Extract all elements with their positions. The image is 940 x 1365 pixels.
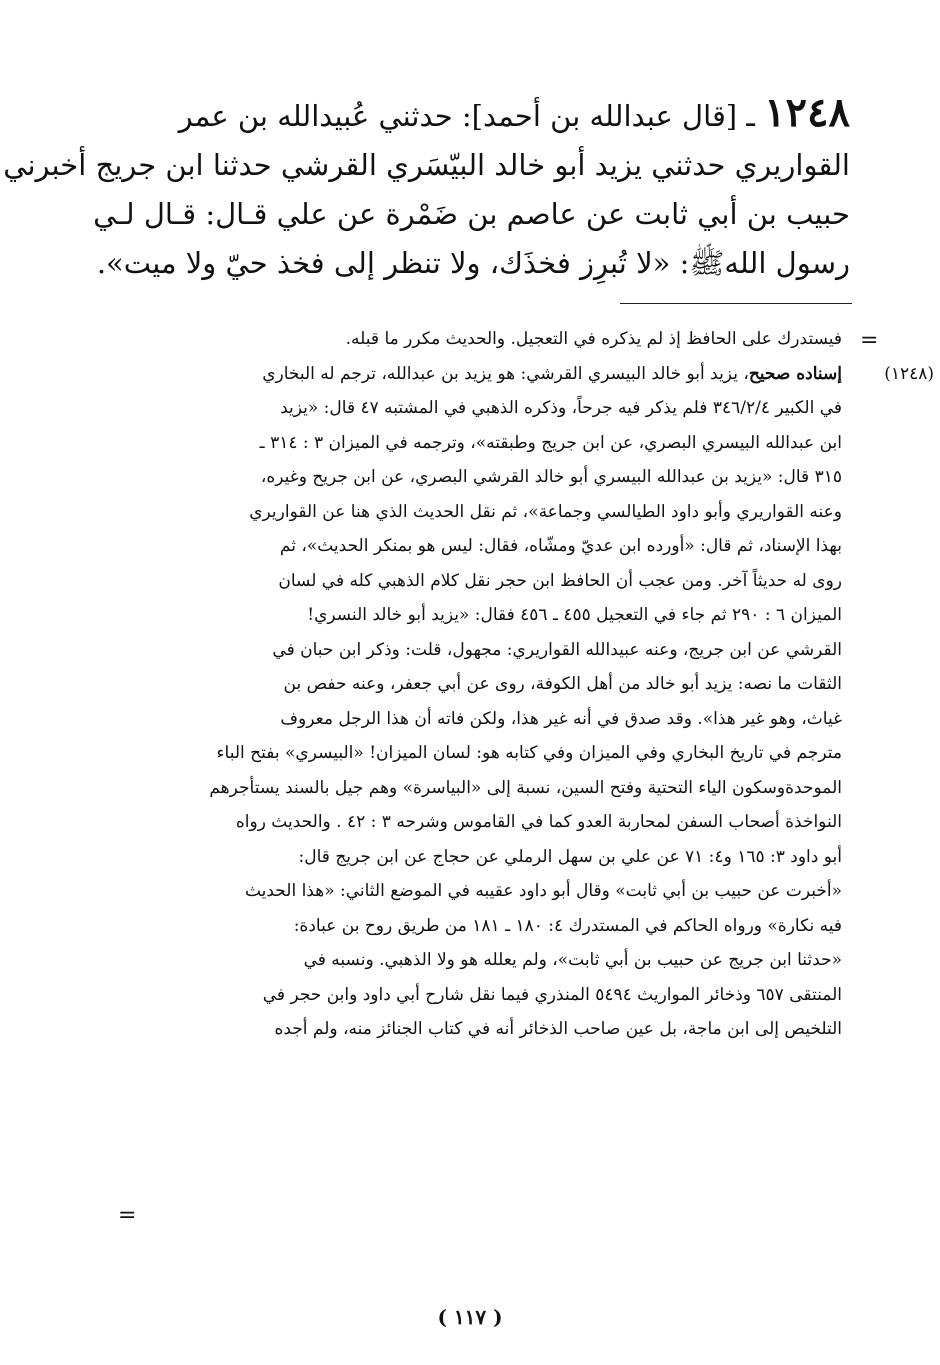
footnote-first-line: [148, 357, 934, 392]
footnote-line: في الكبير ٣٤٦/٢/٤ فلم يذكر فيه جرحاً، وذكره الذهبي في المشتبه ٤٧ قال: «يزيد: [280, 398, 842, 418]
footnote-line: روى له حديثاً آخر. ومن عجب أن الحافظ ابن حجر نقل كلام الذهبي كله في لسان: [278, 570, 842, 591]
footnote-line: الميزان ٦ : ٢٩٠ ثم جاء في التعجيل ٤٥٥ ـ ٤٥٦ فقال: «يزيد أبو خالد النسري!: [307, 605, 842, 625]
footnote-line: ٣١٥ قال: «يزيد بن عبدالله البيسري أبو خالد القرشي البصري، عن ابن جريح وغيره،: [260, 467, 842, 487]
footnote-line: التلخيص إلى ابن ماجة، بل عين صاحب الذخائر أنه في كتاب الجنائز منه، ولم أجده: [274, 1019, 842, 1039]
footnote-line: مترجم في تاريخ البخاري وفي الميزان وفي كتابه هو: لسان الميزان! «البيسري» بفتح الباء: [216, 743, 842, 763]
footnotes: [148, 322, 934, 1047]
hadith-text: [3, 88, 850, 288]
footnote-line: الموحدةوسكون الياء التحتية وفتح السين، نسبة إلى «البياسرة» وهم جيل بالسند يستأجرهم: [209, 777, 842, 798]
footnote-line: أبو داود ٣: ١٦٥ و٤: ٧١ عن علي بن سهل الرملي عن حجاج عن ابن جريج قال:: [298, 846, 842, 867]
footnote-line: «حدثنا ابن جريج عن حبيب بن أبي ثابت»، ولم يعلله هو ولا الذهبي. ونسبه في: [303, 950, 842, 970]
footnote-line: النواخذة أصحاب السفن لمحاربة العدو كما في القاموس وشرحه ٣ : ٤٢ . والحديث رواه: [235, 812, 842, 832]
hadith-line: حبيب بن أبي ثابت عن عاصم بن ضَمْرة عن علي قـال: قـال لـي: [93, 197, 850, 231]
page-number: ( ١١٧ ): [437, 1305, 503, 1329]
hadith-number: ١٢٤٨: [764, 89, 850, 136]
footnote-first-line-text: ، يزيد أبو خالد البيسري القرشي: هو يزيد بن عبدالله، ترجم له البخاري: [262, 363, 749, 384]
continuation-mark-top: =: [860, 328, 879, 353]
hadith-line: رسول اللهﷺ: «لا تُبرِز فخذَك، ولا تنظر إلى فخذ حيّ ولا ميت».: [96, 246, 850, 280]
footnote-number: (١٢٤٨): [884, 363, 934, 384]
footnote-line: القرشي عن ابن جريج، وعنه عبيدالله القواريري: مجهول، قلت: وذكر ابن حبان في: [272, 639, 842, 660]
footnote-line: «أخبرت عن حبيب بن أبي ثابت» وقال أبو داود عقيبه في الموضع الثاني: «هذا الحديث: [244, 881, 842, 901]
footnote-line: المنتقى ٦٥٧ وذخائر المواريث ٥٤٩٤ المنذري فيما نقل شارح أبي داود وابن حجر في: [262, 984, 842, 1005]
footnote-divider: [620, 303, 852, 304]
footnote-line: بهذا الإسناد، ثم قال: «أورده ابن عديّ ومشّاه، فقال: ليس هو بمنكر الحديث»، ثم: [279, 536, 842, 556]
hadith-line-text: ـ [قال عبدالله بن أحمد]: حدثني عُبيدالله بن عمر: [178, 99, 755, 133]
footnote-line: وعنه القواريري وأبو داود الطيالسي وجماعة»، ثم نقل الحديث الذي هنا عن القواريري: [249, 501, 842, 522]
footnote-line: غياث، وهو غير هذا». وقد صدق في أنه غير هذا، ولكن فاته أن هذا الرجل معروف: [280, 708, 842, 729]
footnote-line: فيه نكارة» ورواه الحاكم في المستدرك ٤: ١٨٠ ـ ١٨١ من طريق روح بن عبادة:: [293, 915, 842, 936]
hadith-line: [125, 88, 850, 141]
grading-label: إسناده صحيح: [748, 363, 842, 384]
hadith-line: القواريري حدثني يزيد أبو خالد البيّسَري القرشي حدثنا ابن جريج أخبرني: [3, 148, 850, 182]
footnote-line: ابن عبدالله البيسري البصري، عن ابن جريج وطبقته»، وترجمه في الميزان ٣ : ٣١٤ ـ: [259, 432, 842, 453]
continuation-mark-bottom: =: [118, 1203, 137, 1228]
footnote-carryover-line: فيستدرك على الحافظ إذ لم يذكره في التعجيل. والحديث مكرر ما قبله.: [345, 329, 842, 349]
footnote-line: الثقات ما نصه: يزيد أبو خالد من أهل الكوفة، روى عن أبي جعفر، وعنه حفص بن: [283, 674, 842, 694]
